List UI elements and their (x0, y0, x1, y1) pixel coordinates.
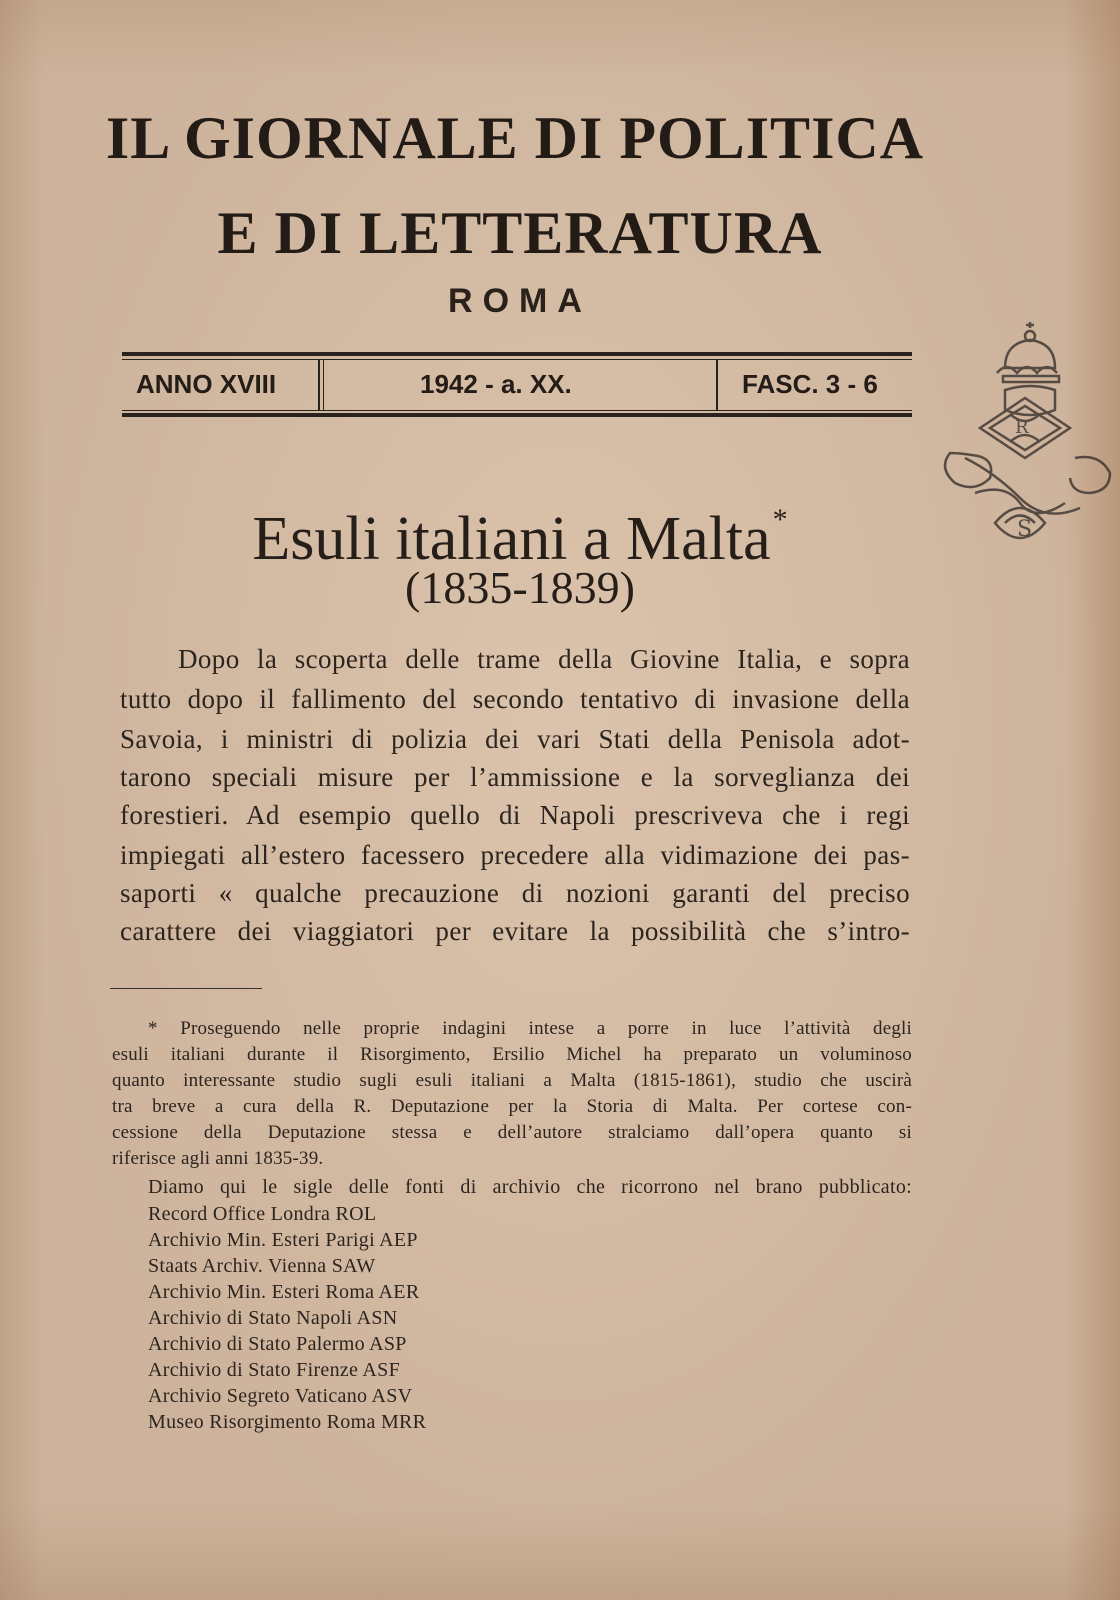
issue-fascicle: FASC. 3 - 6 (742, 369, 878, 399)
footnote-line: riferisce agli anni 1835-39. (112, 1148, 324, 1169)
source-item: Archivio di Stato Firenze ASF (148, 1359, 401, 1381)
body-line: saporti « qualche precauzione di nozioni garanti del preciso (120, 878, 910, 908)
svg-text:R: R (1015, 417, 1029, 438)
body-line: tutto dopo il fallimento del secondo tentativo di invasione della (120, 684, 910, 714)
body-line: Dopo la scoperta delle trame della Giovine Italia, e sopra (178, 644, 910, 674)
body-line: carattere dei viaggiatori per evitare la possibilità che s’intro- (120, 916, 910, 946)
issue-volume: ANNO XVIII (136, 369, 277, 399)
source-item: Archivio di Stato Napoli ASN (148, 1307, 398, 1329)
issue-band-bottom-rule (122, 413, 912, 417)
footnote-marker: * (772, 503, 788, 536)
body-line: impiegati all’estero facessero precedere alla vidimazione dei pas- (120, 840, 910, 870)
source-item: Archivio Min. Esteri Roma AER (148, 1281, 420, 1303)
issue-year: 1942 - a. XX. (420, 369, 572, 399)
body-line: Savoia, i ministri di polizia dei vari Stati della Penisola adot- (120, 724, 910, 754)
body-line: tarono speciali misure per l’ammissione e la sorveglianza dei (120, 762, 910, 792)
source-item: Museo Risorgimento Roma MRR (148, 1411, 427, 1433)
issue-band-top-rule-thin (122, 359, 912, 360)
sources-intro: Diamo qui le sigle delle fonti di archivio che ricorrono nel brano pubblicato: (148, 1176, 912, 1198)
issue-band-divider (716, 360, 718, 410)
crowned-monogram-stamp-icon (935, 318, 1115, 578)
footnote-line: * Proseguendo nelle proprie indagini intese a porre in luce l’attività degli (148, 1018, 912, 1039)
issue-band-bottom-rule-thin (122, 410, 912, 411)
footnote-separator (110, 988, 262, 989)
source-item: Archivio Segreto Vaticano ASV (148, 1385, 413, 1407)
journal-city: ROMA (448, 282, 592, 320)
journal-title-line-2: E DI LETTERATURA (217, 200, 823, 266)
svg-text:S: S (1017, 517, 1033, 542)
issue-band-top-rule (122, 352, 912, 356)
source-item: Staats Archiv. Vienna SAW (148, 1255, 376, 1277)
article-title-text: Esuli italiani a Malta (252, 505, 771, 573)
journal-title-line-1: IL GIORNALE DI POLITICA (105, 105, 925, 171)
body-line: forestieri. Ad esempio quello di Napoli prescriveva che i regi (120, 800, 910, 830)
footnote-line: esuli italiani durante il Risorgimento, Ersilio Michel ha preparato un voluminoso (112, 1044, 912, 1065)
footnote-line: tra breve a cura della R. Deputazione per la Storia di Malta. Per cortese con- (112, 1096, 912, 1117)
footnote-line: quanto interessante studio sugli esuli italiani a Malta (1815-1861), studio che uscirà (112, 1070, 912, 1091)
issue-band-divider (318, 360, 320, 410)
issue-band-divider (323, 360, 324, 410)
source-item: Archivio Min. Esteri Parigi AEP (148, 1229, 418, 1251)
article-dates: (1835-1839) (405, 562, 635, 613)
footnote-line: cessione della Deputazione stessa e dell’autore stralciamo dall’opera quanto si (112, 1122, 912, 1143)
source-item: Archivio di Stato Palermo ASP (148, 1333, 407, 1355)
source-item: Record Office Londra ROL (148, 1203, 377, 1225)
